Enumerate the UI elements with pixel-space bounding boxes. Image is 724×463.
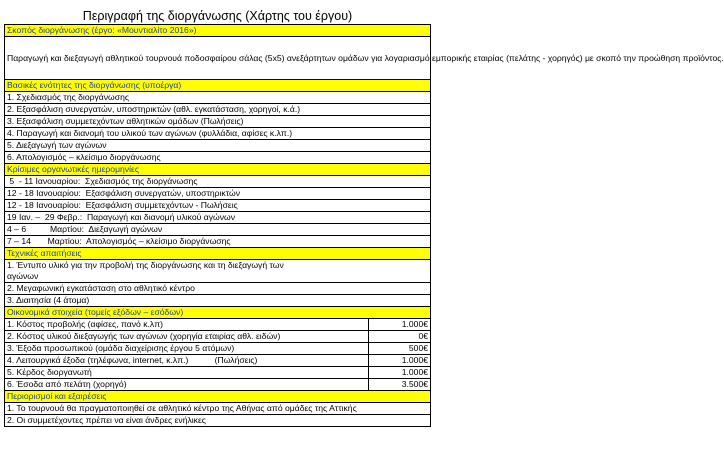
list-item [5,212,431,224]
technical-item: 1. Έντυπο υλικό για την προβολή της διοργάνωσης και τη διεξαγωγή των [5,260,431,272]
technical-item: αγώνων [5,271,431,283]
units-header: Βασικές ενότητες της διοργάνωσης (υποέργα) [5,80,431,92]
table-row [5,343,431,355]
units-header-row [5,80,431,92]
unit-item: 3. Εξασφάλιση συμμετεχόντων αθλητικών ομάδων (Πωλήσεις) [5,116,431,128]
list-item [5,283,431,295]
unit-item: 5. Διεξαγωγή των αγώνων [5,140,431,152]
limits-header-row [5,391,431,403]
list-item [5,224,431,236]
list-item [5,200,431,212]
list-item [5,271,431,283]
technical-header: Τεχνικές απαιτήσεις [5,248,431,260]
list-item [5,188,431,200]
list-item [5,152,431,164]
unit-item: 2. Εξασφάλιση συνεργατών, υποστηρικτών (αθλ. εγκατάσταση, χορηγοί, κ.ά.) [5,104,431,116]
finance-label: 1. Κόστος προβολής (αφίσες, πανό κ.λπ) [5,319,369,331]
finance-header-row [5,307,431,319]
date-item: 19 Ιαν. – 29 Φεβρ.: Παραγωγή και διανομή υλικού αγώνων [5,212,431,224]
page-title: Περιγραφή της διοργάνωσης (Χάρτης του έργου) [82,9,353,23]
finance-label: 4. Λειτουργικά έξοδα (τηλέφωνα, internet, κ.λπ.) (Πωλήσεις) [5,355,369,367]
date-item: 12 - 18 Ιανουαρίου: Εξασφάλιση συνεργατών, υποστηρικτών [5,188,431,200]
date-item: 7 – 14 Μαρτίου: Απολογισμός – κλείσιμο διοργάνωσης [5,236,431,248]
finance-value: 1.000€ [369,367,431,379]
dates-header: Κρίσιμες οργανωτικές ημερομηνίες [5,164,431,176]
finance-value: 0€ [369,331,431,343]
list-item [5,295,431,307]
finance-value: 3.500€ [369,379,431,391]
scope-header: Σκοπός διοργάνωσης (έργο: «Μουντιαλίτο 2016») [5,25,431,37]
table-row [5,379,431,391]
dates-header-row [5,164,431,176]
list-item [5,116,431,128]
finance-header: Οικονομικά στοιχεία (τομείς εξόδων – εσόδων) [5,307,431,319]
technical-item: 3. Διαιτησία (4 άτομα) [5,295,431,307]
limits-header: Περιορισμοί και εξαιρέσεις [5,391,431,403]
limit-item: 1. Το τουρνουά θα πραγματοποιηθεί σε αθλητικό κέντρο της Αθήνας από ομάδες της Αττικής [5,403,431,415]
date-item: 12 - 18 Ιανουαρίου: Εξασφάλιση συμμετεχόντων - Πωλήσεις [5,200,431,212]
finance-label: 5. Κέρδος διοργανωτή [5,367,369,379]
list-item [5,92,431,104]
table-row [5,319,431,331]
list-item [5,415,431,427]
unit-item: 1. Σχεδιασμός της διοργάνωσης [5,92,431,104]
list-item [5,236,431,248]
finance-value: 1.000€ [369,355,431,367]
list-item [5,104,431,116]
unit-item: 4. Παραγωγή και διανομή του υλικού των αγώνων (φυλλάδια, αφίσες κ.λπ.) [5,128,431,140]
technical-item: 2. Μεγαφωνική εγκατάσταση στο αθλητικό κέντρο [5,283,431,295]
table-row [5,355,431,367]
scope-text-row [5,37,431,80]
date-item: 5 - 11 Ιανουαρίου: Σχεδιασμός της διοργάνωσης [5,176,431,188]
list-item [5,128,431,140]
finance-value: 1.000€ [369,319,431,331]
list-item [5,140,431,152]
scope-header-row [5,25,431,37]
finance-label: 3. Έξοδα προσωπικού (ομάδα διαχείρισης έργου 5 ατόμων) [5,343,369,355]
scope-text: Παραγωγή και διεξαγωγή αθλητικού τουρνουά ποδοσφαίρου σάλας (5x5) ανεξάρτητων ομάδων για λογαριασμό εμπορικής εταιρίας (πελάτης - χορηγός) με σκοπό την προώθηση προϊόντος. [5,37,431,80]
technical-header-row [5,248,431,260]
list-item [5,260,431,272]
finance-value: 500€ [369,343,431,355]
table-row [5,367,431,379]
table-row [5,331,431,343]
limit-item: 2. Οι συμμετέχοντες πρέπει να είναι άνδρες ενήλικες [5,415,431,427]
unit-item: 6. Απολογισμός – κλείσιμο διοργάνωσης [5,152,431,164]
list-item [5,176,431,188]
list-item [5,403,431,415]
date-item: 4 – 6 Μαρτίου: Διεξαγωγή αγώνων [5,224,431,236]
finance-label: 6. Έσοδα από πελάτη (χορηγό) [5,379,369,391]
project-charter-table [4,24,724,427]
finance-label: 2. Κόστος υλικού διεξαγωγής των αγώνων (χορηγία εταιρίας αθλ. ειδών) [5,331,369,343]
